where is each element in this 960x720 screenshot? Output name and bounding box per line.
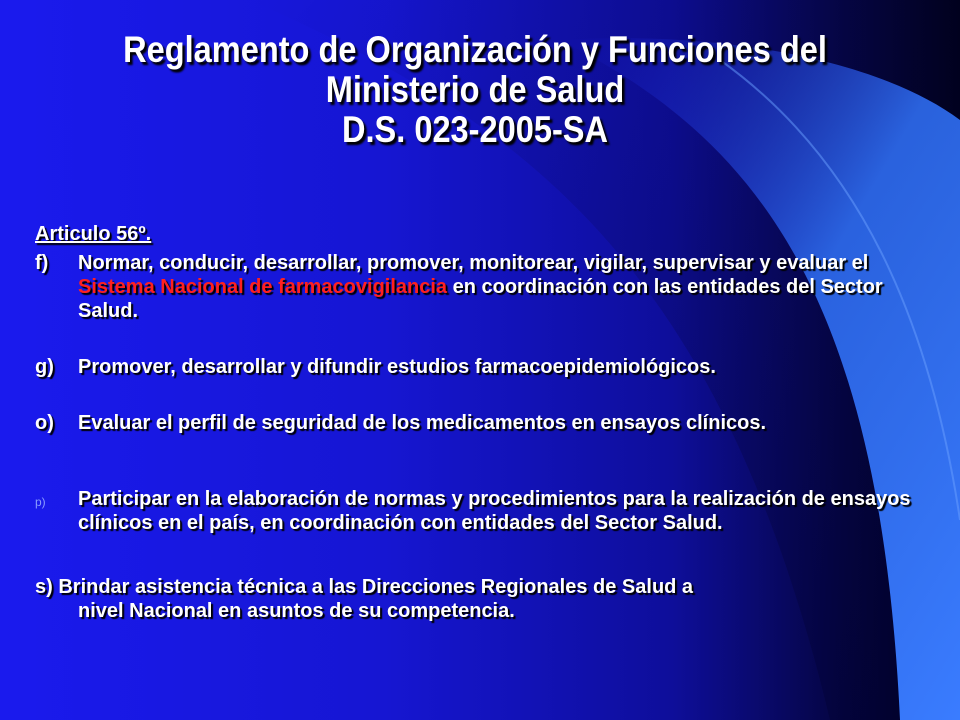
slide-body [35, 222, 935, 623]
item-s-line-1: s) Brindar asistencia técnica a las Direcciones Regionales de Salud a [35, 576, 694, 598]
item-text [78, 251, 935, 323]
title-line-2: Ministerio de Salud [325, 69, 625, 110]
item-text: Evaluar el perfil de seguridad de los medicamentos en ensayos clínicos. [78, 412, 767, 434]
item-marker: o) [35, 412, 54, 434]
slide-title [110, 30, 840, 150]
item-text: Promover, desarrollar y difundir estudios farmacoepidemiológicos. [78, 356, 716, 378]
item-s-line-2: nivel Nacional en asuntos de su competencia. [78, 600, 515, 622]
list-item-g [35, 355, 935, 379]
item-text-start: Normar, conducir, desarrollar, promover, monitorear, vigilar, supervisar y evaluar el [78, 252, 869, 274]
article-heading: Articulo 56º. [35, 223, 152, 245]
item-marker: g) [35, 356, 54, 378]
highlight-text: Sistema Nacional de farmacovigilancia [78, 276, 448, 298]
list-item-f [35, 251, 935, 323]
list-item-o [35, 411, 935, 435]
title-line-1: Reglamento de Organización y Funciones del [123, 29, 827, 70]
item-text: Participar en la elaboración de normas y procedimientos para la realización de ensayos clínicos en el país, en coordinación con entidades del Sector Salud. [78, 488, 911, 534]
item-marker: f) [35, 252, 49, 274]
title-line-3: D.S. 023-2005-SA [341, 109, 609, 150]
list-item-s [35, 575, 935, 623]
list-item-p [35, 487, 935, 535]
item-text-end: en coordinación con las entidades del Sector Salud. [78, 276, 883, 322]
item-marker: p) [35, 495, 46, 509]
